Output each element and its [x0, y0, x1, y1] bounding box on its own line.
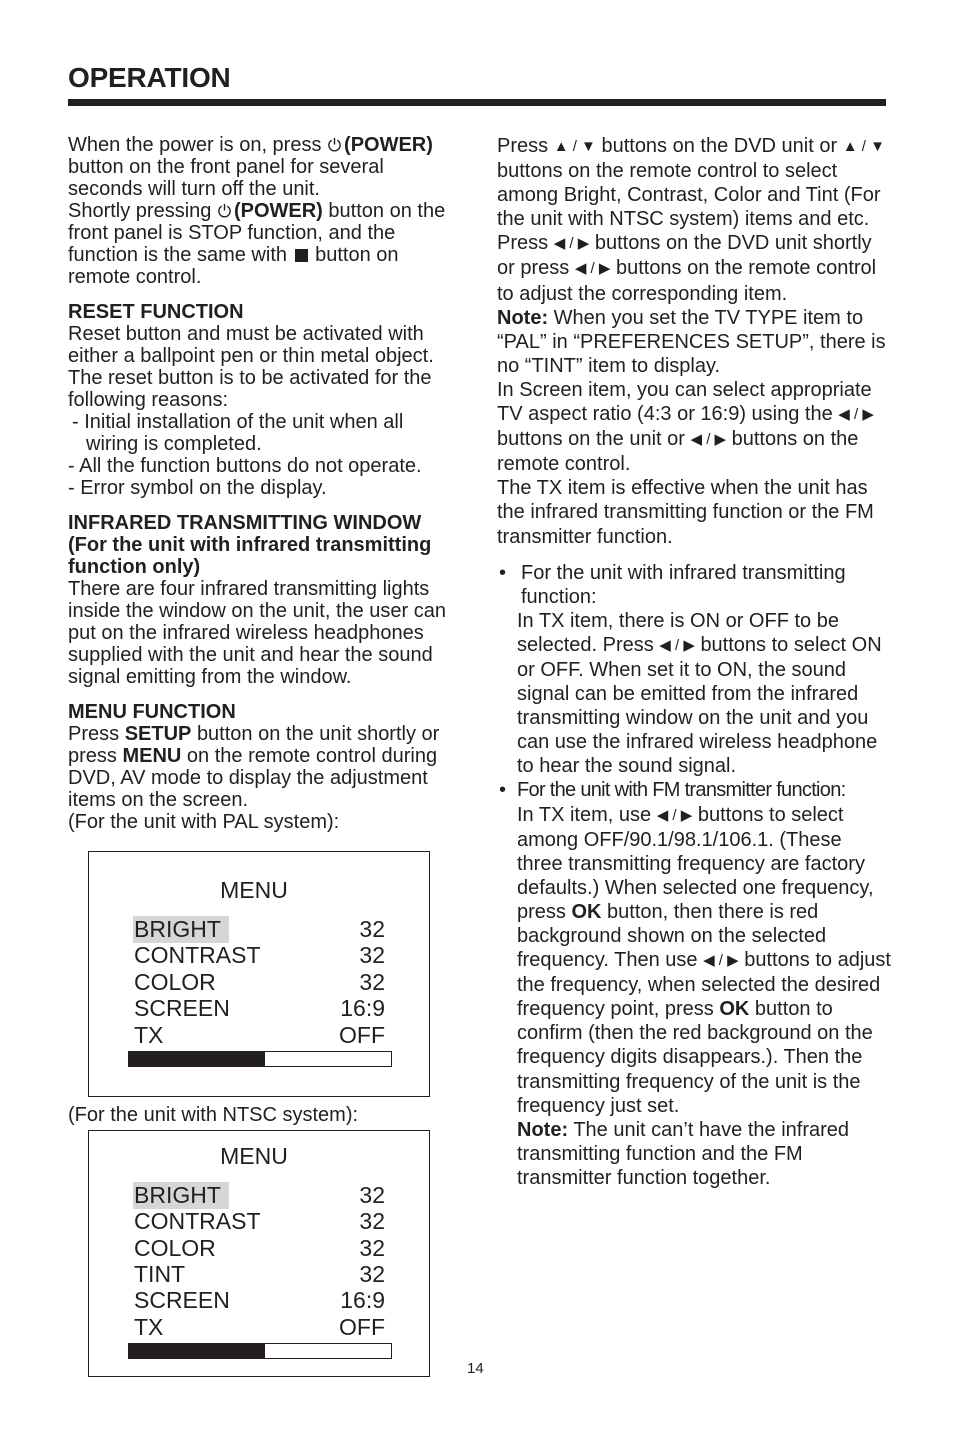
left-right-arrow-icon: ◀ / ▶ [838, 406, 874, 424]
adjust-paragraph: Press ▲ / ▼ buttons on the DVD unit or ▲ / ▼ buttons on the remote control to select among Bright, Contrast, Color and Tint (For the unit with NTSC system) items and etc. Press ◀ / ▶ buttons on the DVD unit shortly or press ◀ / ▶ buttons on the remote control to adjust the corresponding item. [497, 135, 885, 305]
menu-function-body: Press SETUP button on the unit shortly or press MENU on the remote control during DVD, AV mode to display the adjustment items on the screen. [68, 723, 440, 811]
menu-row-color: COLOR 32 [134, 969, 385, 995]
left-right-arrow-icon: ◀ / ▶ [553, 235, 590, 253]
pal-caption: (For the unit with PAL system): [68, 811, 340, 833]
level-bar [128, 1051, 392, 1067]
menu-row-screen: SCREEN 16:9 [134, 995, 385, 1021]
up-down-arrow-icon: ▲ / ▼ [553, 138, 596, 155]
reset-item: - Error symbol on the display. [68, 477, 327, 499]
menu-row-tx: TX OFF [134, 1314, 385, 1340]
left-right-arrow-icon: ◀ / ▶ [703, 952, 739, 970]
reset-item: - All the function buttons do not operate. [68, 455, 422, 477]
infrared-heading: INFRARED TRANSMITTING WINDOW [68, 512, 422, 534]
menu-row-bright: BRIGHT 32 [134, 916, 385, 942]
menu-row-color: COLOR 32 [134, 1235, 385, 1261]
reset-body: Reset button and must be activated with either a ballpoint pen or thin metal object. The reset button is to be activated for the following reasons: [68, 323, 434, 411]
menu-row-tint: TINT 32 [134, 1261, 385, 1287]
intro-paragraph-2: Shortly pressing (POWER) button on the front panel is STOP function, and the function is the same with button on remote control. [68, 200, 446, 288]
note-paragraph: Note: When you set the TV TYPE item to “PAL” in “PREFERENCES SETUP”, there is no “TINT” item to display. [497, 306, 886, 377]
menu-row-contrast: CONTRAST 32 [134, 1208, 385, 1234]
menu-row-bright: BRIGHT 32 [134, 1182, 385, 1208]
reset-item: - Initial installation of the unit when all wiring is completed. [72, 411, 404, 455]
left-right-arrow-icon: ◀ / ▶ [659, 636, 695, 654]
menu-row-contrast: CONTRAST 32 [134, 942, 385, 968]
power-icon [217, 203, 232, 218]
page-number: 14 [467, 1360, 484, 1377]
up-down-arrow-icon: ▲ / ▼ [842, 138, 885, 155]
left-right-arrow-icon: ◀ / ▶ [690, 431, 727, 449]
bullet-infrared: • For the unit with infrared transmitting function: In TX item, there is ON or OFF to be selected. Press ◀ / ▶ buttons to select ON or OFF. When set it to ON, the sound signal can be emitted from the infrared transmitting window on the unit and you can use the infrared wireless headphone to hear the sound signal. [499, 561, 882, 778]
left-column [68, 134, 460, 833]
level-bar-fill [129, 1052, 265, 1066]
left-right-arrow-icon: ◀ / ▶ [656, 806, 693, 824]
menu-title: MENU [220, 877, 288, 903]
bullet-icon: • [499, 779, 507, 802]
level-bar [128, 1343, 392, 1359]
screen-paragraph: In Screen item, you can select appropriate TV aspect ratio (4:3 or 16:9) using the ◀ / ▶ buttons on the unit or ◀ / ▶ buttons on the remote control. [497, 378, 874, 476]
reset-heading: RESET FUNCTION [68, 301, 244, 323]
power-icon [327, 137, 342, 152]
menu-row-tx: TX OFF [134, 1022, 385, 1048]
left-right-arrow-icon: ◀ / ▶ [574, 260, 611, 278]
intro-paragraph-1: When the power is on, press (POWER) button on the front panel for several seconds will turn off the unit. [68, 134, 433, 200]
ntsc-menu-screen [88, 1130, 430, 1377]
pal-menu-screen [88, 851, 430, 1097]
page-title: OPERATION [68, 62, 231, 93]
menu-title: MENU [220, 1143, 288, 1169]
ntsc-caption: (For the unit with NTSC system): [68, 1104, 359, 1126]
menu-row-screen: SCREEN 16:9 [134, 1287, 385, 1313]
menu-function-heading: MENU FUNCTION [68, 701, 236, 723]
tx-paragraph: The TX item is effective when the unit has the infrared transmitting function or the FM transmitter function. [497, 477, 874, 548]
infrared-body: There are four infrared transmitting lights inside the window on the unit, the user can put on the infrared wireless headphones supplied with the unit and hear the sound signal emitting from the window. [68, 578, 447, 688]
infrared-subheading: (For the unit with infrared transmitting function only) [68, 534, 432, 578]
right-column [497, 134, 892, 1190]
title-rule [68, 99, 886, 106]
bullet-icon: • [499, 561, 507, 584]
stop-square-icon [295, 249, 308, 262]
bullet-fm: • For the unit with FM transmitter function: In TX item, use ◀ / ▶ buttons to select among OFF/90.1/98.1/106.1. (These three transmitting frequency are factory defaults.) When selected one frequency, press OK button, then there is red background shown on the selected frequency. Then use ◀ / ▶ buttons to adjust the frequency, when selected the desired frequency point, press OK button to confirm (then the red background on the frequency digits disappears.). Then the transmitting frequency of the unit is the frequency just set. Note: The unit can’t have the infrared transmitting function and the FM transmitter function together. [499, 779, 891, 1189]
level-bar-fill [129, 1344, 265, 1358]
